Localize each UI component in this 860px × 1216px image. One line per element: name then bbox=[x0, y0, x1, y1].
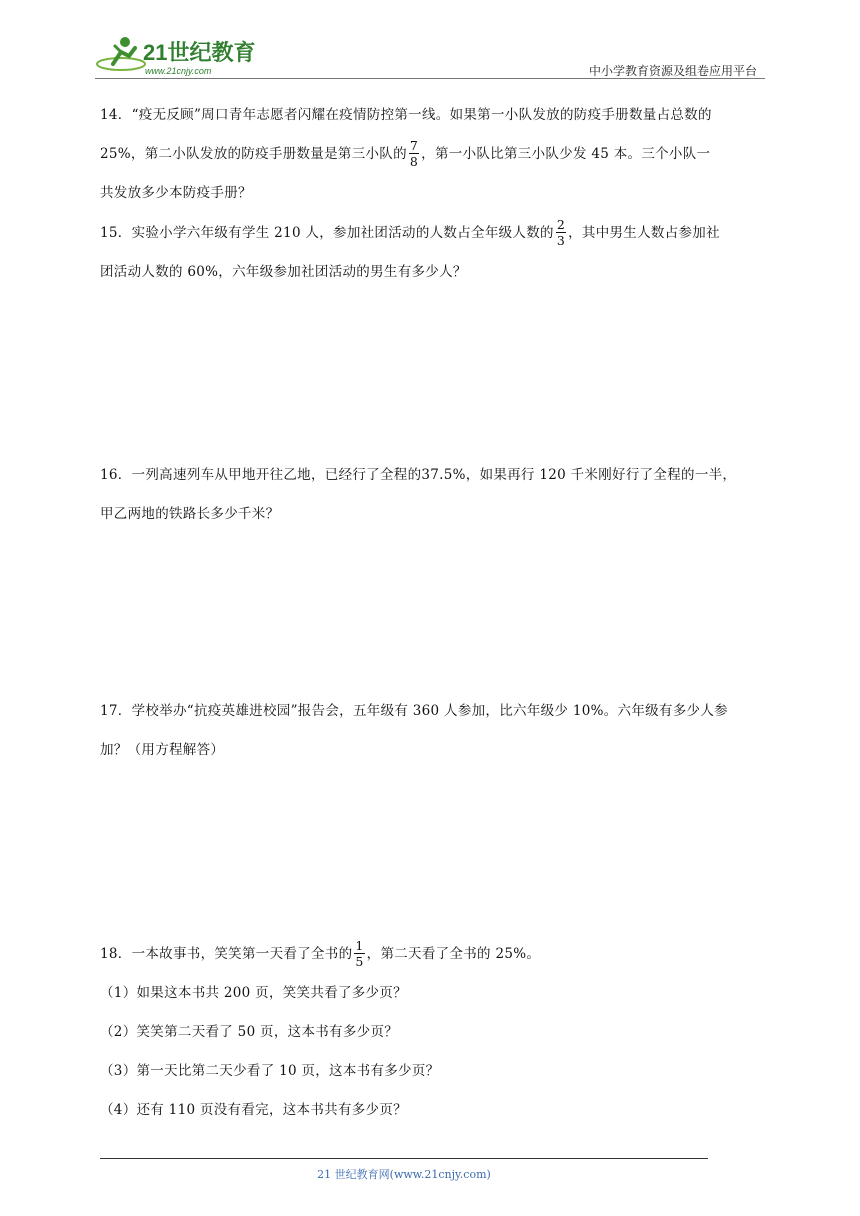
fraction-numerator: 7 bbox=[409, 138, 419, 153]
fraction-7-8 bbox=[409, 138, 419, 169]
logo-21cnjy bbox=[95, 34, 265, 78]
q18-sub-4: （4）还有 110 页没有看完，这本书共有多少页？ bbox=[100, 1102, 407, 1118]
q15-line-2: 团活动人数的 60%，六年级参加社团活动的男生有多少人？ bbox=[100, 264, 467, 280]
q16-line-1: 16．一列高速列车从甲地开往乙地，已经行了全程的37.5%，如果再行 120 千米刚好行了全程的一半， bbox=[100, 467, 737, 483]
q17-line-2: 加？（用方程解答） bbox=[100, 742, 225, 758]
fraction-denominator: 8 bbox=[409, 154, 419, 169]
q15-text-a: 15．实验小学六年级有学生 210 人，参加社团活动的人数占全年级人数的 bbox=[100, 225, 554, 241]
logo-url: www.21cnjy.com bbox=[145, 66, 212, 76]
q15-text-b: ，其中男生人数占参加社 bbox=[568, 225, 720, 241]
q18-text-a: 18．一本故事书，笑笑第一天看了全书的 bbox=[100, 946, 353, 962]
q17-line-1: 17．学校举办“抗疫英雄进校园”报告会，五年级有 360 人参加，比六年级少 10%。六年级有多少人参 bbox=[100, 703, 728, 719]
logo-text: 21世纪教育 bbox=[143, 40, 256, 65]
question-18 bbox=[100, 932, 760, 1132]
q18-sub-3: （3）第一天比第二天少看了 10 页，这本书有多少页？ bbox=[100, 1063, 440, 1079]
q18-text-b: ，第二天看了全书的 25%。 bbox=[366, 946, 541, 962]
fraction-numerator: 1 bbox=[355, 938, 364, 953]
q18-line-1 bbox=[100, 932, 760, 976]
platform-name: 中小学教育资源及组卷应用平台 bbox=[588, 64, 757, 78]
q15-line-1 bbox=[100, 214, 760, 253]
q18-sub-2: （2）笑笑第二天看了 50 页，这本书有多少页？ bbox=[100, 1024, 399, 1040]
page-header bbox=[95, 30, 765, 80]
question-14 bbox=[100, 96, 760, 213]
fraction-numerator: 2 bbox=[556, 217, 566, 232]
q16-line-2: 甲乙两地的铁路长多少千米？ bbox=[100, 506, 280, 522]
header-divider bbox=[95, 78, 765, 79]
footer-divider bbox=[100, 1158, 708, 1159]
fraction-2-3 bbox=[556, 217, 566, 248]
q18-sub-1: （1）如果这本书共 200 页，笑笑共看了多少页？ bbox=[100, 985, 407, 1001]
fraction-denominator: 3 bbox=[556, 233, 566, 248]
q14-line-3: 共发放多少本防疫手册？ bbox=[100, 185, 252, 201]
question-16 bbox=[100, 456, 760, 534]
q14-line-2 bbox=[100, 135, 760, 174]
footer-source: 21 世纪教育网(www.21cnjy.com) bbox=[317, 1168, 491, 1181]
question-15 bbox=[100, 214, 760, 292]
question-17 bbox=[100, 692, 760, 770]
fraction-1-5 bbox=[354, 938, 364, 969]
q14-text-b: ，第一小队比第三小队少发 45 本。三个小队一 bbox=[421, 146, 711, 162]
q14-text-a: 25%，第二小队发放的防疫手册数量是第三小队的 bbox=[100, 146, 407, 162]
fraction-denominator: 5 bbox=[355, 954, 364, 969]
q14-line-1: 14．“疫无反顾”周口青年志愿者闪耀在疫情防控第一线。如果第一小队发放的防疫手册数量占总数的 bbox=[100, 107, 712, 123]
